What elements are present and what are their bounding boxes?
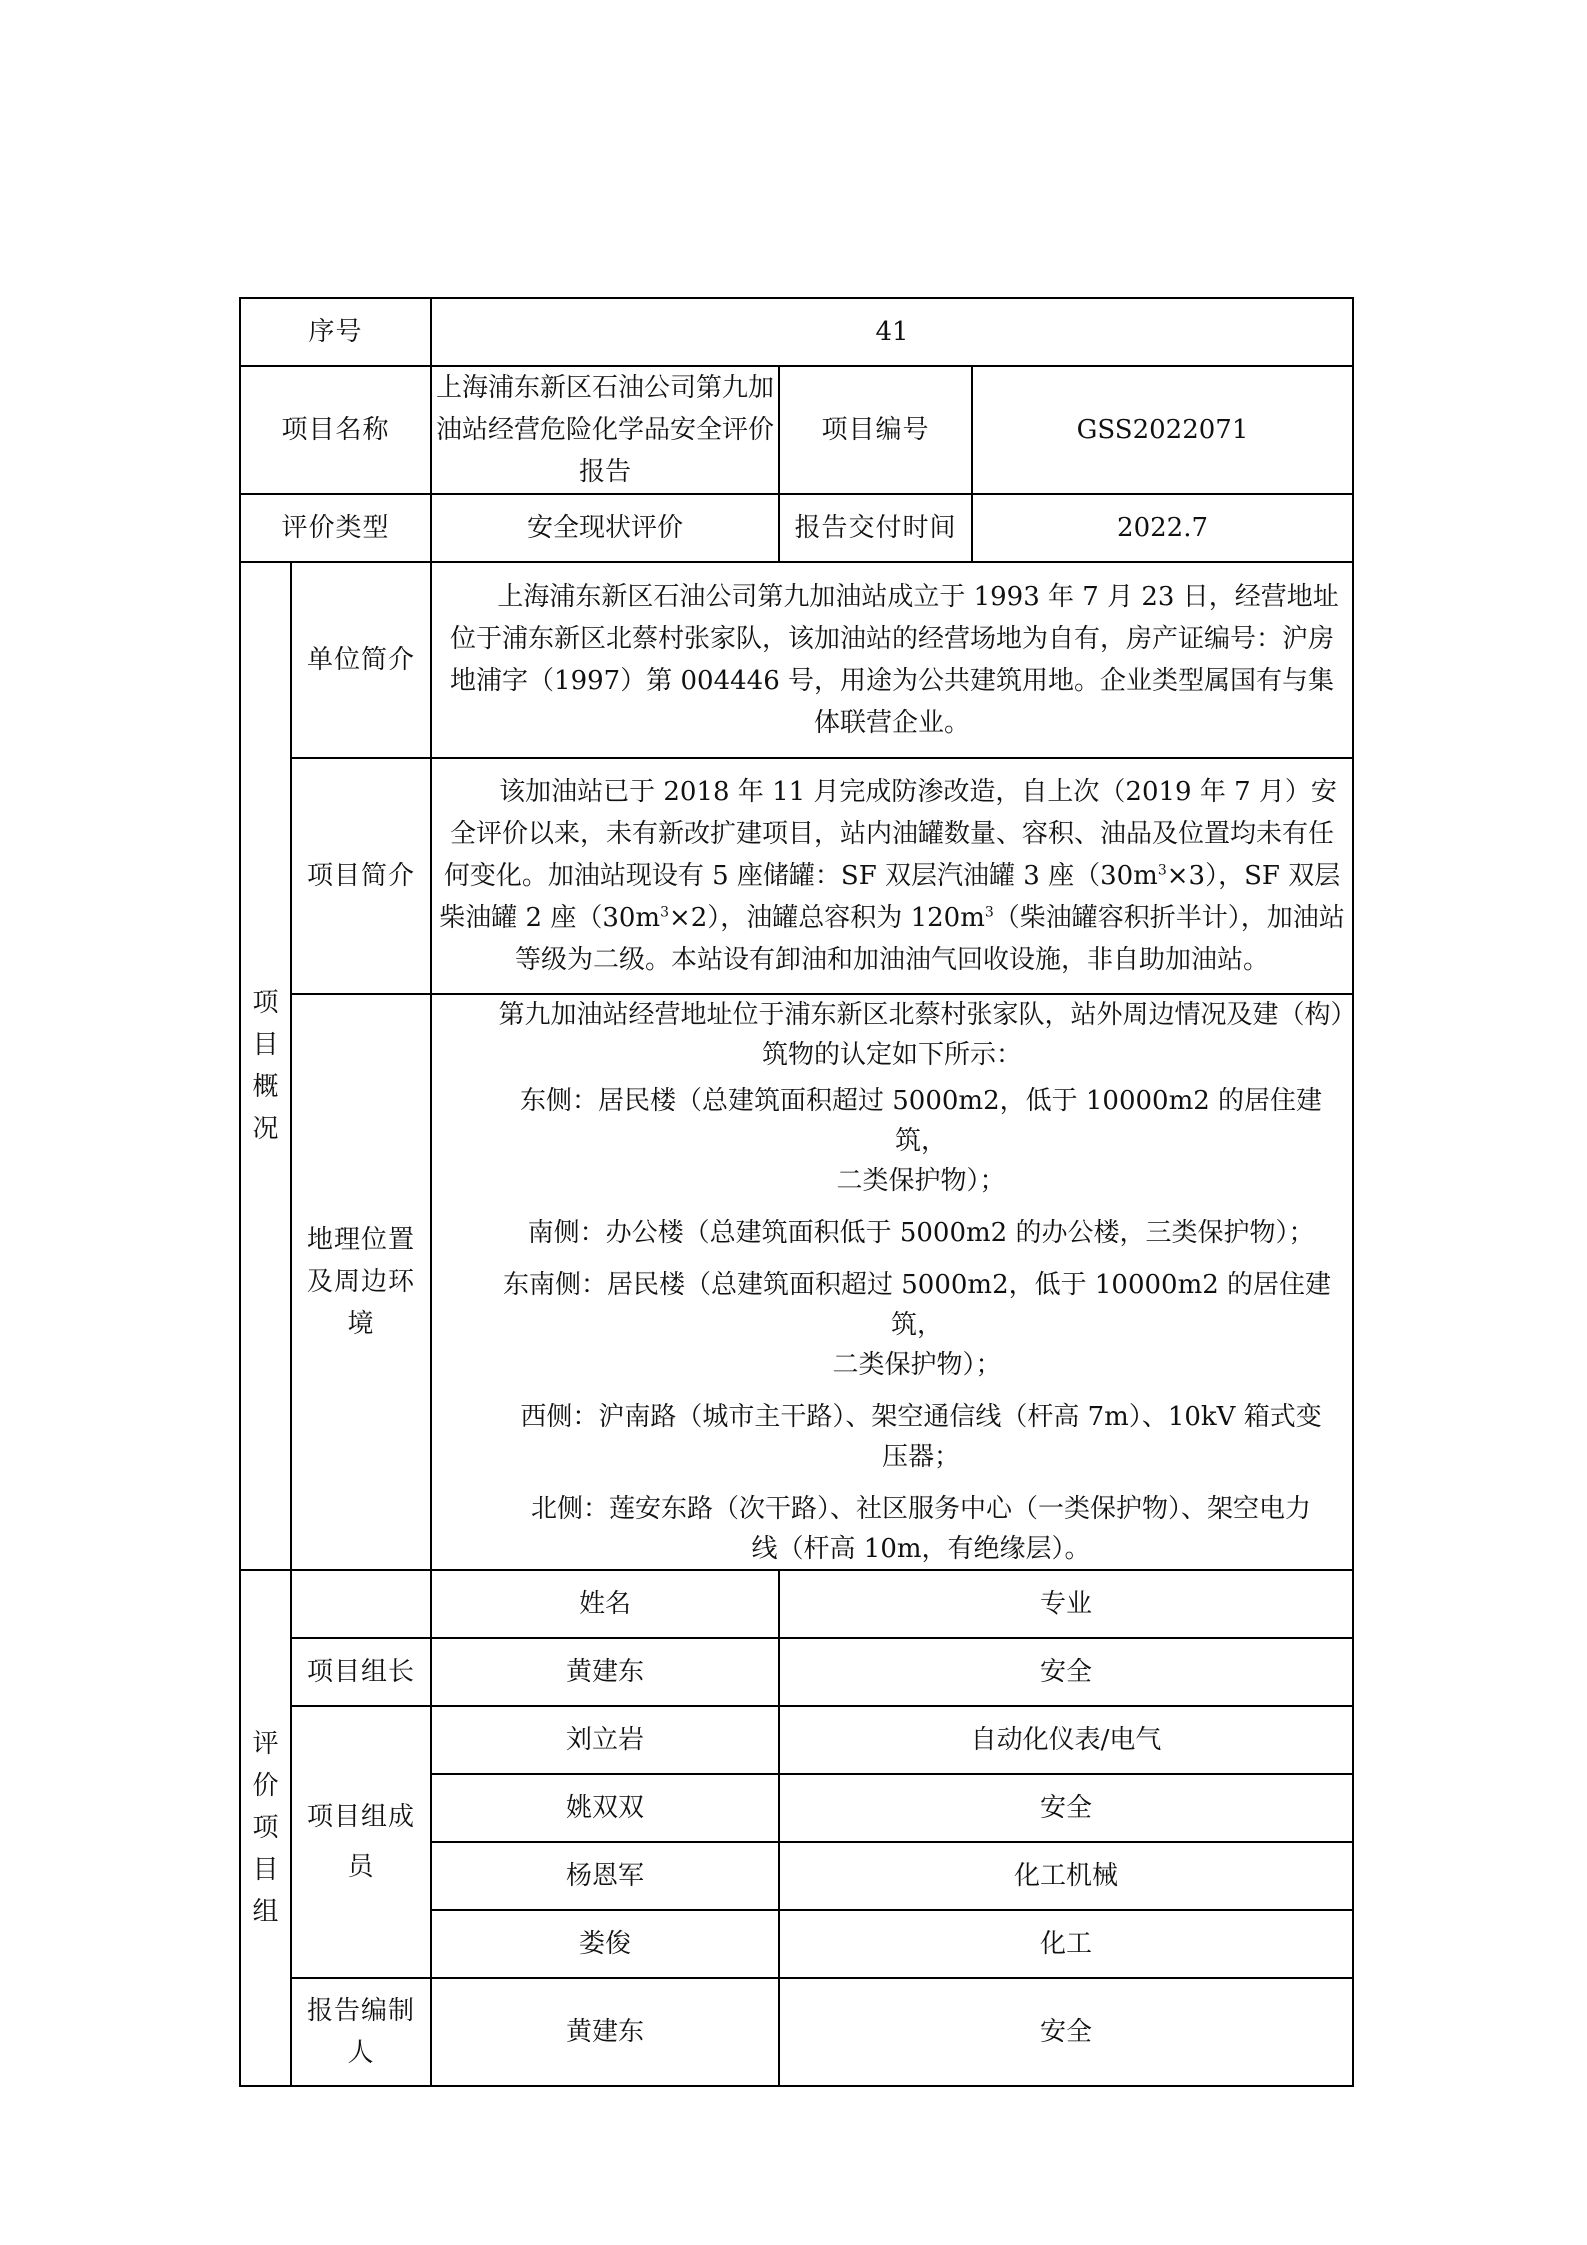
team-group-text: 评价项目组 [252,1729,279,1927]
geo-southeast [438,1265,1346,1385]
evaluation-type-value: 安全现状评价 [431,494,779,562]
project-name-value: 上海浦东新区石油公司第九加油站经营危险化学品安全评价报告 [431,366,779,494]
project-intro-cell [431,758,1353,994]
team-leader-label: 项目组长 [291,1638,431,1706]
cubic-superscript: 3 [984,904,994,921]
evaluation-row [240,494,1353,562]
team-member-name: 娄俊 [431,1910,779,1978]
project-intro-part-4: （柴油罐容积折半计），加油站等级为二级。本站设有卸油和加油油气回收设施，非自助加油站。 [515,903,1345,975]
team-author-major: 安全 [779,1978,1353,2086]
team-members-label: 项目组成员 [291,1706,431,1978]
geo-label: 地理位置及周边环境 [291,994,431,1570]
team-leader-name: 黄建东 [431,1638,779,1706]
team-header-blank [291,1570,431,1638]
geo-cell [431,994,1353,1570]
seq-label: 序号 [240,298,431,366]
unit-intro-cell [431,562,1353,758]
team-col-major: 专业 [779,1570,1353,1638]
geo-north [438,1489,1346,1569]
project-intro-part-3: ×2），油罐总容积为 120m [668,903,985,933]
team-leader-major: 安全 [779,1638,1353,1706]
project-name-row [240,366,1353,494]
team-member-name: 刘立岩 [431,1706,779,1774]
project-intro-part-2: ×3），SF 双层柴油罐 2 座（30m [439,861,1341,933]
team-leader-row [240,1638,1353,1706]
geo-east-line-1: 东侧：居民楼（总建筑面积超过 5000m2，低于 10000m2 的居住建筑， [519,1086,1323,1156]
team-member-name: 杨恩军 [431,1842,779,1910]
overview-group-label [240,562,291,1570]
team-member-major: 化工机械 [779,1842,1353,1910]
unit-intro-label: 单位简介 [291,562,431,758]
geo-east-line-2: 二类保护物）； [836,1166,1006,1196]
project-intro-part-1: 该加油站已于 2018 年 11 月完成防渗改造，自上次（2019 年 7 月）安全评价以来，未有新改扩建项目，站内油罐数量、容积、油品及位置均未有任何变化。加油站现设有 5 座储罐：SF 双层汽油罐 3 座（30m [443,777,1337,891]
geo-west-line-1: 西侧：沪南路（城市主干路）、架空通信线（杆高 7m）、10kV 箱式变 [520,1402,1322,1432]
team-author-name: 黄建东 [431,1978,779,2086]
overview-group-text: 项目概况 [252,988,279,1144]
team-member-name: 姚双双 [431,1774,779,1842]
team-member-row [240,1706,1353,1774]
cubic-superscript: 3 [1157,862,1167,879]
team-group-label [240,1570,291,2086]
evaluation-type-label: 评价类型 [240,494,431,562]
project-intro-text [438,771,1346,981]
project-name-label: 项目名称 [240,366,431,494]
geo-east [438,1081,1346,1201]
project-info-table [239,297,1354,2087]
team-author-label: 报告编制人 [291,1978,431,2086]
team-header-row [240,1570,1353,1638]
delivery-time-value: 2022.7 [972,494,1353,562]
team-member-major: 安全 [779,1774,1353,1842]
geo-north-line-1: 北侧：莲安东路（次干路）、社区服务中心（一类保护物）、架空电力 [531,1494,1312,1524]
geo-south: 南侧：办公楼（总建筑面积低于 5000m2 的办公楼，三类保护物）； [527,1218,1315,1248]
seq-row [240,298,1353,366]
team-member-major: 化工 [779,1910,1353,1978]
seq-value: 41 [431,298,1353,366]
geo-intro: 第九加油站经营地址位于浦东新区北蔡村张家队，站外周边情况及建（构）筑物的认定如下所示： [498,1000,1344,1070]
geo-west [438,1397,1346,1477]
project-code-label: 项目编号 [779,366,972,494]
cubic-superscript: 3 [660,904,669,921]
unit-intro-text: 上海浦东新区石油公司第九加油站成立于 1993 年 7 月 23 日，经营地址位于浦东新区北蔡村张家队，该加油站的经营场地为自有，房产证编号：沪房地浦字（1997）第 004446 号，用途为公共建筑用地。企业类型属国有与集体联营企业。 [450,582,1339,738]
team-col-name: 姓名 [431,1570,779,1638]
team-author-row [240,1978,1353,2086]
delivery-time-label: 报告交付时间 [779,494,972,562]
geo-north-line-2: 线（杆高 10m，有绝缘层）。 [751,1534,1091,1564]
project-code-value: GSS2022071 [972,366,1353,494]
unit-intro-row [240,562,1353,758]
project-intro-label: 项目简介 [291,758,431,994]
geo-southeast-line-1: 东南侧：居民楼（总建筑面积超过 5000m2，低于 10000m2 的居住建筑， [502,1270,1332,1340]
geo-southeast-line-2: 二类保护物）； [832,1350,1002,1380]
geo-row [240,994,1353,1570]
project-intro-row [240,758,1353,994]
geo-west-line-2: 压器； [882,1442,961,1472]
team-member-major: 自动化仪表/电气 [779,1706,1353,1774]
